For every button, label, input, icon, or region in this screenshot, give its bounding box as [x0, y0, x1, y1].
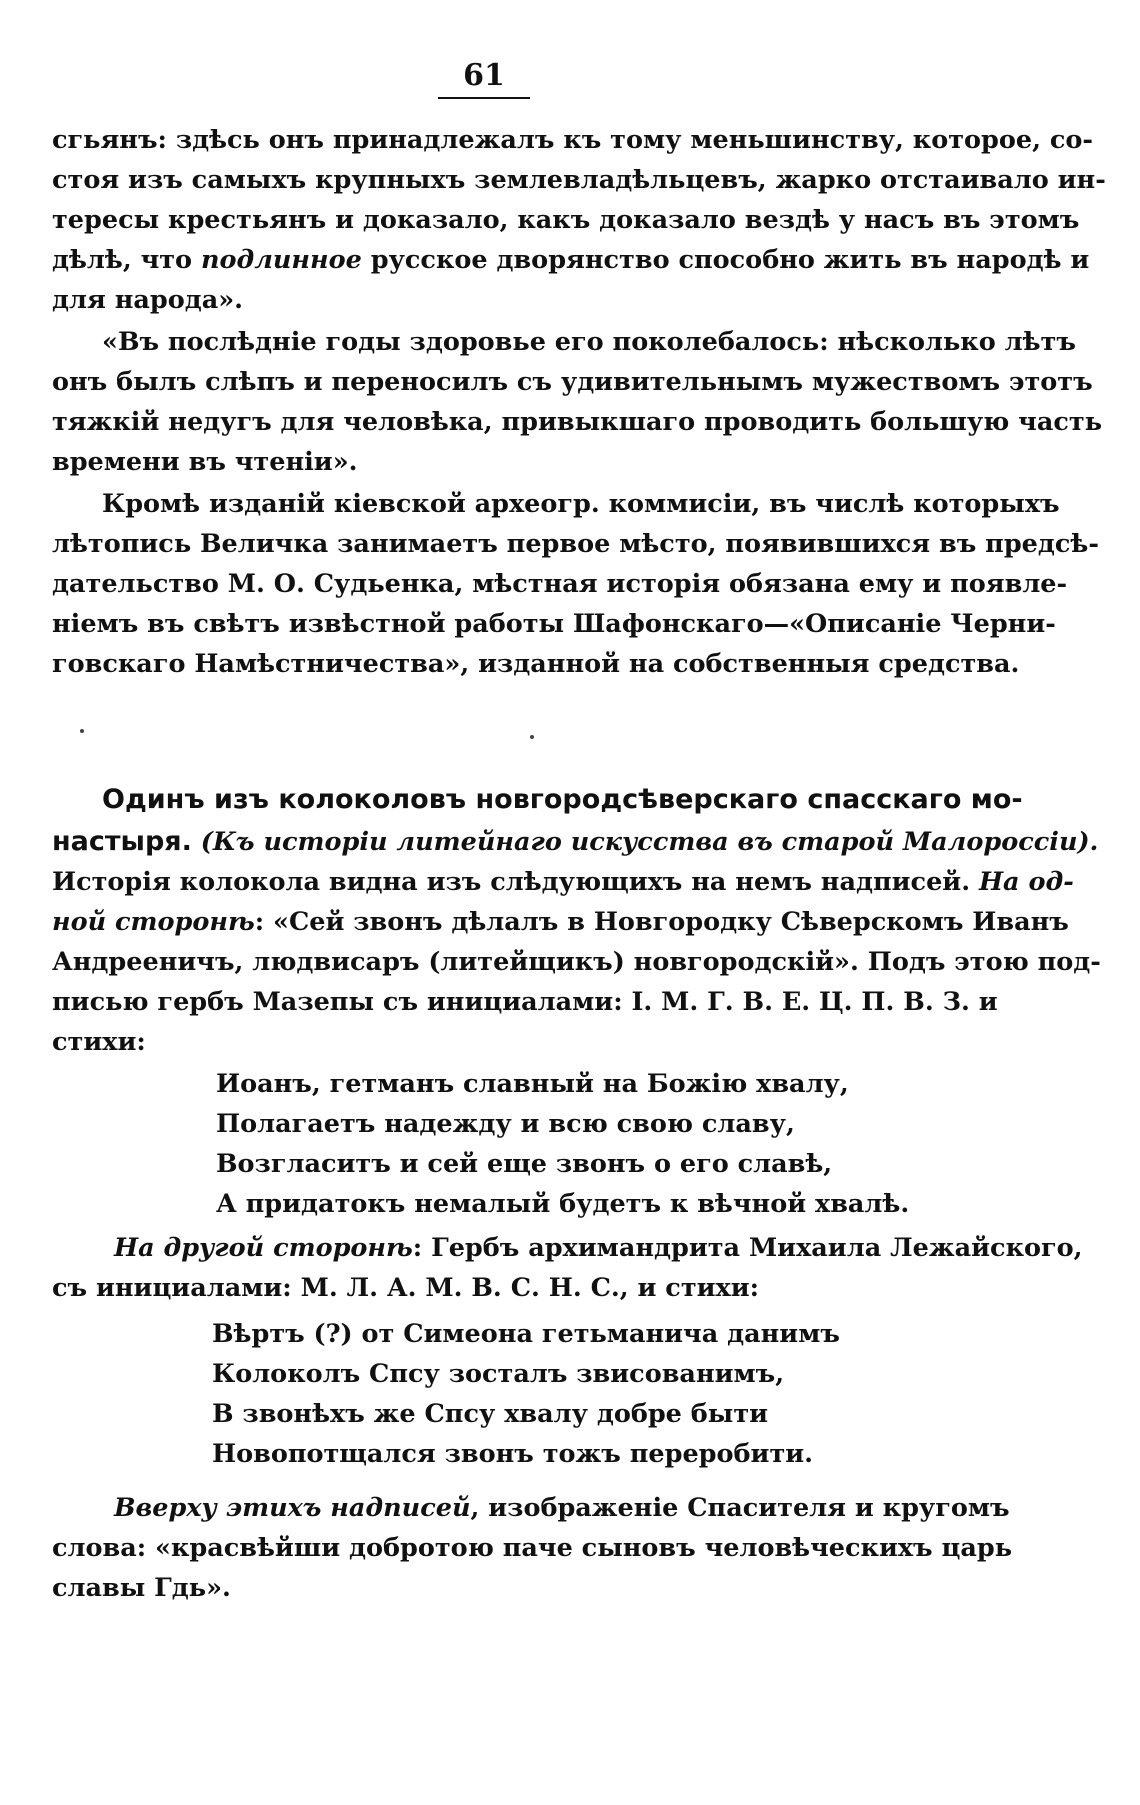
verse-line: Полагаетъ надежду и всю свою славу,	[216, 1109, 795, 1139]
section-subtitle: (Къ исторіи литейнаго искусства въ старой Малороссіи).	[200, 827, 1099, 857]
text-line: онъ былъ слѣпъ и переносилъ съ удивительнымъ мужествомъ этотъ	[52, 367, 1093, 397]
text-run: : Гербъ архимандрита Михаила Лежайского,	[412, 1233, 1083, 1263]
text-run: дѣлѣ, что	[52, 245, 201, 275]
verse-line: Новопотщался звонъ тожъ переробити.	[212, 1439, 814, 1469]
verse-line: В звонѣхъ же Спсу хвалу добре быти	[212, 1399, 769, 1429]
speck	[530, 735, 534, 739]
emphasis: На од-	[978, 867, 1074, 897]
text-line	[52, 240, 1090, 280]
text-run: русское дворянство способно жить въ народѣ и	[361, 245, 1090, 275]
text-line: лѣтопись Величка занимаетъ первое мѣсто, появившихся въ предсѣ-	[52, 529, 1099, 559]
text-line: тересы крестьянъ и доказало, какъ доказало вездѣ у насъ въ этомъ	[52, 205, 1080, 235]
text-line: для народа».	[52, 285, 244, 315]
section-title: Одинъ изъ колоколовъ новгородсѣверскаго спасскаго мо-	[102, 784, 1023, 815]
verse-line: Колоколъ Спсу зосталъ звисованимъ,	[212, 1359, 785, 1389]
text-line: Кромѣ изданій кіевской археогр. коммисіи, въ числѣ которыхъ	[102, 489, 1060, 519]
text-line: славы Гдь».	[52, 1573, 231, 1603]
text-line	[52, 862, 1074, 902]
text-line: сгьянъ: здѣсь онъ принадлежалъ къ тому меньшинству, которое, со-	[52, 125, 1093, 155]
text-line: съ инициалами: М. Л. А. М. В. С. Н. С., и стихи:	[52, 1273, 760, 1303]
text-run: , изображеніе Спасителя и кругомъ	[470, 1493, 1010, 1523]
text-line: стихи:	[52, 1027, 146, 1057]
section-title-end: настыря.	[52, 826, 192, 857]
text-line: слова: «красвѣйши добротою паче сыновъ человѣческихъ царь	[52, 1533, 1012, 1563]
text-line: писью гербъ Мазепы съ инициалами: І. М. Г. В. Е. Ц. П. В. З. и	[52, 987, 998, 1017]
page-number: 61	[438, 58, 530, 99]
verse-line: А придатокъ немалый будетъ к вѣчной хвалѣ.	[216, 1189, 910, 1219]
emphasis: ной сторонѣ	[52, 907, 255, 937]
text-run: Исторія колокола видна изъ слѣдующихъ на немъ надписей.	[52, 867, 979, 897]
text-line: говскаго Намѣстничества», изданной на собственныя средства.	[52, 649, 1020, 679]
text-run: : «Сей звонъ дѣлалъ в Новгородку Сѣверскомъ Иванъ	[254, 907, 1069, 937]
text-line	[52, 822, 1099, 862]
text-line: времени въ чтеніи».	[52, 447, 358, 477]
verse-line: Иоанъ, гетманъ славный на Божію хвалу,	[216, 1069, 849, 1099]
text-line	[52, 902, 1069, 942]
emphasis: Вверху этихъ надписей	[114, 1493, 471, 1523]
text-line: ніемъ въ свѣтъ извѣстной работы Шафонскаго—«Описаніе Черни-	[52, 609, 1056, 639]
text-line: дательство М. О. Судьенка, мѣстная исторія обязана ему и появле-	[52, 569, 1068, 599]
text-line: стоя изъ самыхъ крупныхъ землевладѣльцевъ, жарко отстаивало ин-	[52, 165, 1106, 195]
emphasis: На другой сторонѣ	[114, 1233, 413, 1263]
text-line	[114, 1488, 1010, 1528]
emphasis: подлинное	[200, 245, 362, 275]
text-line	[114, 1228, 1083, 1268]
text-line: тяжкій недугъ для человѣка, привыкшаго проводить большую часть	[52, 407, 1103, 437]
text-line: Андрееничъ, людвисаръ (литейщикъ) новгородскій». Подъ этою под-	[52, 947, 1101, 977]
verse-line: Возгласитъ и сей еще звонъ о его славѣ,	[216, 1149, 833, 1179]
text-line: «Въ послѣдніе годы здоровье его поколебалось: нѣсколько лѣтъ	[102, 327, 1076, 357]
speck	[80, 729, 84, 733]
verse-line: Вѣртъ (?) от Симеона гетьманича данимъ	[212, 1319, 840, 1349]
